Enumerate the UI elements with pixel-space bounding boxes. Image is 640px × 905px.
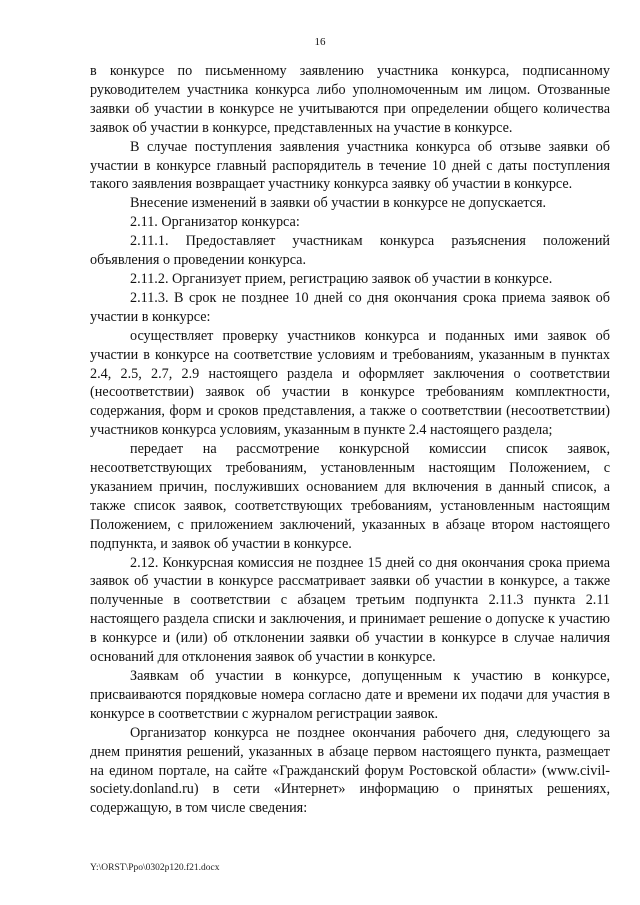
paragraph: 2.12. Конкурсная комиссия не позднее 15 дней со дня окончания срока приема заявок об участии в конкурсе рассматривает заявки об участии в конкурсе, а также полученные в соответствии с абзацем третьим подпункта 2.11.3 пункта 2.11 настоящего раздела списки и заключения, и принимает решение о допуске к участию в конкурсе и (или) об отклонении заявки об участии в конкурсе в случае наличия оснований для отклонения заявок об участии в конкурсе.: [90, 554, 610, 666]
paragraph: Организатор конкурса не позднее окончания рабочего дня, следующего за днем принятия решений, указанных в абзаце первом настоящего пункта, размещает на едином портале, на сайте «Гражданский форум Ростовской области» (www.civil-society.donland.ru) в сети «Интернет» информацию о принятых решениях, содержащую, в том числе сведения:: [90, 724, 610, 817]
page-number: 16: [314, 36, 326, 48]
paragraph: 2.11.1. Предоставляет участникам конкурса разъяснения положений объявления о проведении конкурса.: [90, 233, 610, 269]
paragraph: в конкурсе по письменному заявлению участника конкурса, подписанному руководителем участника конкурса либо уполномоченным им лицом. Отозванные заявки об участии в конкурсе не учитываются при определении общего количества заявок об участии в конкурсе, представленных на участие в конкурсе.: [90, 63, 610, 136]
paragraph: передает на рассмотрение конкурсной комиссии список заявок, несоответствующих требованиям, установленным настоящим Положением, с указанием причин, послуживших основанием для включения в данный список, а также список заявок, соответствующих требованиям, установленным настоящим Положением, с приложением заключений, указанных в абзаце втором настоящего подпункта, и заявок об участии в конкурсе.: [90, 441, 610, 552]
paragraph: 2.11. Организатор конкурса:: [130, 214, 300, 231]
paragraph: 2.11.2. Организует прием, регистрацию заявок об участии в конкурсе.: [130, 270, 553, 287]
paragraph: Внесение изменений в заявки об участии в конкурсе не допускается.: [130, 195, 547, 212]
footer-file-path: Y:\ORST\Ppo\0302p120.f21.docx: [90, 863, 220, 873]
document-body: [90, 62, 610, 818]
paragraph: В случае поступления заявления участника конкурса об отзыве заявки об участии в конкурсе главный распорядитель в течение 10 дней с даты поступления такого заявления возвращает участнику конкурса заявку об участии в конкурсе.: [90, 138, 610, 193]
paragraph: осуществляет проверку участников конкурса и поданных ими заявок об участии в конкурсе на соответствие условиям и требованиям, указанным в пунктах 2.4, 2.5, 2.7, 2.9 настоящего раздела и оформляет заключения о соответствии (несоответствии) заявок об участии в конкурсе требованиям комплектности, содержания, форм и сроков представления, а также о соответствии (несоответствии) участников конкурса условиям, указанным в пункте 2.4 настоящего раздела;: [90, 327, 610, 439]
paragraph: 2.11.3. В срок не позднее 10 дней со дня окончания срока приема заявок об участии в конкурсе:: [90, 289, 610, 325]
paragraph: Заявкам об участии в конкурсе, допущенным к участию в конкурсе, присваиваются порядковые номера согласно дате и времени их подачи для участия в конкурсе в соответствии с журналом регистрации заявок.: [90, 668, 610, 722]
